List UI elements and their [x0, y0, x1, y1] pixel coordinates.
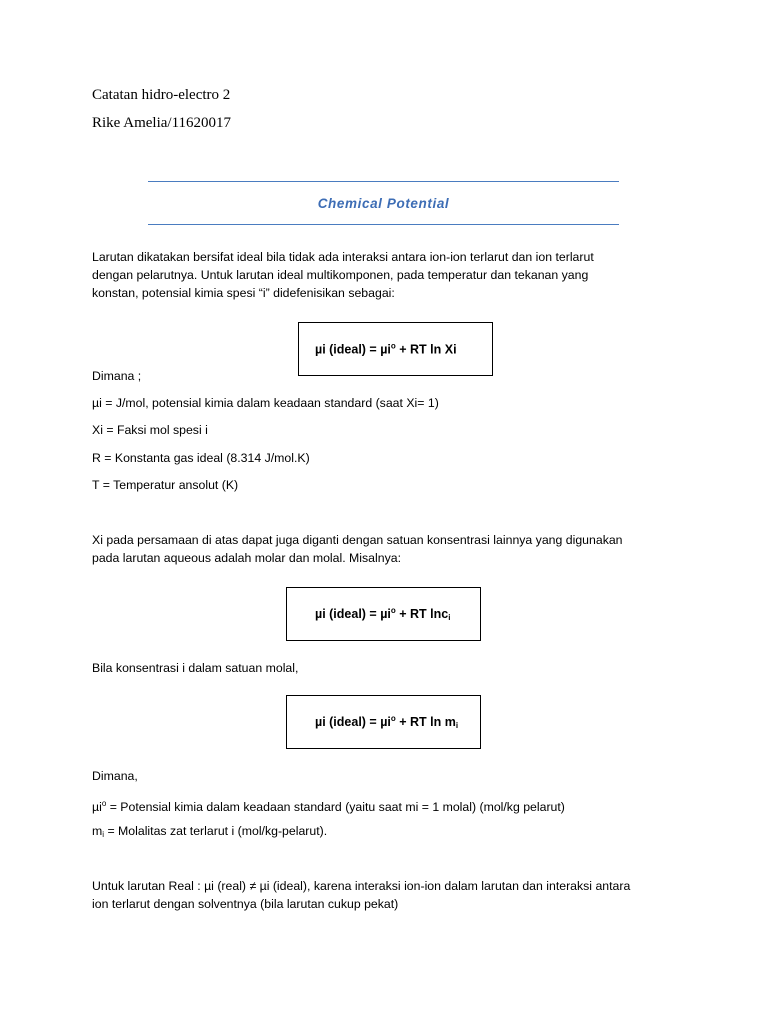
term-subscript: i [102, 830, 105, 839]
intro-line: konstan, potensial kimia spesi “i” didefenisikan sebagai: [92, 286, 395, 300]
document-title: Catatan hidro-electro 2 [92, 87, 231, 103]
equation-lhs: µi (ideal) = µi [315, 715, 391, 729]
equation-lhs: µi (ideal) = µi [315, 342, 391, 357]
definition-t: T = Temperatur ansolut (K) [92, 478, 239, 492]
paragraph-line: pada larutan aqueous adalah molar dan molal. Misalnya: [92, 551, 401, 565]
definition-xi: Xi = Faksi mol spesi i [92, 423, 208, 437]
definition-mu-standard [92, 795, 565, 816]
heading-bottom-rule [148, 224, 619, 225]
equation-box-molar [286, 587, 481, 641]
term-superscript: o [101, 799, 107, 808]
intro-paragraph [92, 248, 594, 302]
equation-superscript: o [390, 606, 396, 615]
section-heading: Chemical Potential [317, 196, 450, 211]
paragraph-line: ion terlarut dengan solventnya (bila larutan cukup pekat) [92, 897, 399, 911]
term: µi [92, 800, 102, 814]
intro-line: Larutan dikatakan bersifat ideal bila tidak ada interaksi antara ion-ion terlarut dan ion terlarut [92, 250, 594, 264]
equation-superscript: o [390, 341, 396, 351]
equation-superscript: o [390, 714, 396, 723]
definition-text: = Potensial kimia dalam keadaan standard (yaitu saat mi = 1 molal) (mol/kg pelarut) [106, 800, 565, 814]
where-label-1: Dimana ; [92, 369, 142, 383]
where-label-2: Dimana, [92, 769, 138, 783]
paragraph-line: Untuk larutan Real : µi (real) ≠ µi (ideal), karena interaksi ion-ion dalam larutan dan interaksi antara [92, 879, 631, 893]
equation-rhs: + RT ln Xi [395, 342, 457, 357]
equation-ideal-xi [315, 342, 457, 357]
paragraph-line: Xi pada persamaan di atas dapat juga diganti dengan satuan konsentrasi lainnya yang digunakan [92, 533, 623, 547]
equation-lhs: µi (ideal) = µi [315, 607, 391, 621]
definition-mu: µi = J/mol, potensial kimia dalam keadaan standard (saat Xi= 1) [92, 396, 439, 410]
definition-text: = Molalitas zat terlarut i (mol/kg-pelarut). [104, 824, 328, 838]
equation-molar [315, 606, 450, 622]
intro-line: dengan pelarutnya. Untuk larutan ideal multikomponen, pada temperatur dan tekanan yang [92, 268, 589, 282]
equation-subscript: i [455, 721, 459, 730]
equation-rhs: + RT lnc [395, 607, 449, 621]
equation-subscript: i [448, 613, 451, 622]
substitution-paragraph [92, 531, 623, 567]
definition-r: R = Konstanta gas ideal (8.314 J/mol.K) [92, 451, 310, 465]
molal-sentence: Bila konsentrasi i dalam satuan molal, [92, 661, 299, 675]
equation-box-molal [286, 695, 481, 749]
equation-rhs: + RT ln m [395, 715, 456, 729]
author-line: Rike Amelia/11620017 [92, 115, 232, 131]
term: m [92, 824, 103, 838]
equation-box-ideal-xi [298, 322, 493, 376]
heading-top-rule [148, 181, 619, 182]
real-solution-paragraph [92, 877, 630, 913]
equation-molal [315, 714, 458, 730]
definition-molality [92, 822, 327, 844]
